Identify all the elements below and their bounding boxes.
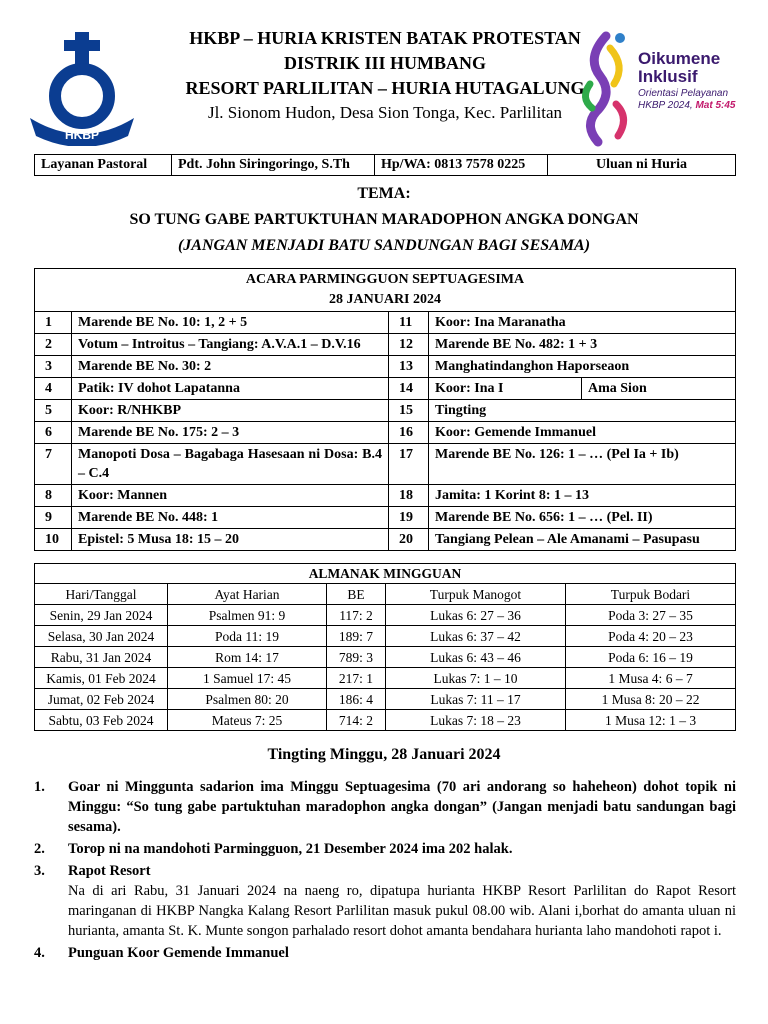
- item-number: 1: [35, 312, 72, 334]
- table-cell: Selasa, 30 Jan 2024: [35, 626, 168, 647]
- table-row: [35, 710, 736, 731]
- table-cell: 1 Samuel 17: 45: [168, 668, 327, 689]
- table-cell: 1 Musa 4: 6 – 7: [566, 668, 736, 689]
- almanak-table: [34, 563, 736, 731]
- table-row: [35, 378, 736, 400]
- letterhead: [0, 0, 768, 152]
- table-cell: 789: 3: [327, 647, 386, 668]
- item-number: 14: [389, 378, 429, 400]
- table-cell: Poda 3: 27 – 35: [566, 605, 736, 626]
- item-text: Marende BE No. 30: 2: [72, 356, 389, 378]
- liturgy-title: ACARA PARMINGGUON SEPTUAGESIMA: [245, 272, 525, 287]
- list-item: [34, 943, 736, 963]
- item-number: 17: [389, 444, 429, 485]
- item-number: 5: [35, 400, 72, 422]
- table-header-row: [35, 584, 736, 605]
- district-name: DISTRIK III HUMBANG: [283, 53, 487, 73]
- table-cell: Lukas 7: 1 – 10: [386, 668, 566, 689]
- item-number: 16: [389, 422, 429, 444]
- item-text: Marende BE No. 10: 1, 2 + 5: [72, 312, 389, 334]
- column-header: Turpuk Bodari: [566, 584, 736, 605]
- item-number: 13: [389, 356, 429, 378]
- announcements-title: Tingting Minggu, 28 Januari 2024: [267, 746, 501, 763]
- table-cell: Sabtu, 03 Feb 2024: [35, 710, 168, 731]
- table-cell: Lukas 7: 11 – 17: [386, 689, 566, 710]
- item-number: 20: [389, 529, 429, 551]
- oikumene-title2: Inklusif: [638, 67, 698, 86]
- table-cell: 189: 7: [327, 626, 386, 647]
- liturgy-date: 28 JANUARI 2024: [329, 292, 441, 307]
- item-text: Marende BE No. 126: 1 – … (Pel Ia + Ib): [429, 444, 736, 485]
- column-header: Ayat Harian: [168, 584, 327, 605]
- theme-block: [0, 181, 768, 259]
- table-cell: Lukas 7: 18 – 23: [386, 710, 566, 731]
- resort-name: RESORT PARLILITAN – HURIA HUTAGALUNG: [185, 78, 585, 98]
- item-text: Manopoti Dosa – Bagabaga Hasesaan ni Dosa: B.4 – C.4: [72, 444, 389, 485]
- table-cell: Poda 11: 19: [168, 626, 327, 647]
- table-cell: Senin, 29 Jan 2024: [35, 605, 168, 626]
- pastoral-info-table: [34, 154, 736, 176]
- item-text: Marende BE No. 448: 1: [72, 507, 389, 529]
- list-item: [34, 839, 736, 859]
- table-cell: 186: 4: [327, 689, 386, 710]
- oikumene-sub1: Orientasi Pelayanan: [638, 88, 729, 99]
- table-row: [35, 605, 736, 626]
- item-number: 3.: [34, 863, 45, 879]
- item-text: Jamita: 1 Korint 8: 1 – 13: [429, 485, 736, 507]
- item-text: Ama Sion: [582, 378, 736, 400]
- table-row: [35, 668, 736, 689]
- column-header: BE: [327, 584, 386, 605]
- oikumene-verse: Mat 5:45: [695, 100, 736, 111]
- item-text: Manghatindanghon Haporseaon: [429, 356, 736, 378]
- info-phone: Hp/WA: 0813 7578 0225: [375, 155, 548, 176]
- table-cell: 117: 2: [327, 605, 386, 626]
- item-number: 4: [35, 378, 72, 400]
- table-row: [35, 334, 736, 356]
- item-number: 12: [389, 334, 429, 356]
- item-text: Tangiang Pelean – Ale Amanami – Pasupasu: [429, 529, 736, 551]
- item-text: Koor: Mannen: [72, 485, 389, 507]
- item-number: 11: [389, 312, 429, 334]
- theme-label: TEMA:: [357, 185, 411, 202]
- item-number: 1.: [34, 779, 45, 795]
- announcements-list: [34, 777, 736, 965]
- item-number: 4.: [34, 945, 45, 961]
- table-cell: Poda 6: 16 – 19: [566, 647, 736, 668]
- theme-subtitle: (JANGAN MENJADI BATU SANDUNGAN BAGI SESAMA): [177, 237, 591, 254]
- table-cell: Lukas 6: 43 – 46: [386, 647, 566, 668]
- almanak-title: ALMANAK MINGGUAN: [35, 564, 736, 584]
- column-header: Turpuk Manogot: [386, 584, 566, 605]
- item-text: Marende BE No. 175: 2 – 3: [72, 422, 389, 444]
- info-service: Layanan Pastoral: [35, 155, 172, 176]
- liturgy-table: [34, 268, 736, 551]
- item-number: 9: [35, 507, 72, 529]
- table-row: [35, 529, 736, 551]
- table-row: [35, 485, 736, 507]
- oikumene-inklusif-logo: [576, 28, 756, 148]
- item-number: 2.: [34, 841, 45, 857]
- item-number: 7: [35, 444, 72, 485]
- table-cell: 217: 1: [327, 668, 386, 689]
- table-row: [35, 507, 736, 529]
- table-row: [35, 444, 736, 485]
- table-row: [35, 312, 736, 334]
- item-text: Marende BE No. 482: 1 + 3: [429, 334, 736, 356]
- table-row: [35, 647, 736, 668]
- oikumene-figure-icon: [576, 28, 636, 148]
- table-cell: Mateus 7: 25: [168, 710, 327, 731]
- org-name: HKBP – HURIA KRISTEN BATAK PROTESTAN: [189, 28, 581, 48]
- item-text: Epistel: 5 Musa 18: 15 – 20: [72, 529, 389, 551]
- item-text: Tingting: [429, 400, 736, 422]
- table-cell: Psalmen 91: 9: [168, 605, 327, 626]
- item-number: 6: [35, 422, 72, 444]
- table-row: [35, 422, 736, 444]
- item-number: 19: [389, 507, 429, 529]
- table-cell: Poda 4: 20 – 23: [566, 626, 736, 647]
- item-text: Koor: Ina Maranatha: [429, 312, 736, 334]
- item-number: 2: [35, 334, 72, 356]
- address: Jl. Sionom Hudon, Desa Sion Tonga, Kec. Parlilitan: [207, 103, 563, 122]
- item-heading: Punguan Koor Gemende Immanuel: [68, 945, 289, 961]
- table-cell: Psalmen 80: 20: [168, 689, 327, 710]
- item-number: 15: [389, 400, 429, 422]
- column-header: Hari/Tanggal: [35, 584, 168, 605]
- item-heading: Goar ni Minggunta sadarion ima Minggu Septuagesima (70 ari andorang so haheheon) dohot topik ni Minggu: “So tung gabe partuktuhan maradophon angka dongan” (Jangan menjadi batu sandungan bagi sesama).: [68, 779, 736, 835]
- item-text: Koor: R/NHKBP: [72, 400, 389, 422]
- table-cell: Lukas 6: 37 – 42: [386, 626, 566, 647]
- item-number: 10: [35, 529, 72, 551]
- item-number: 3: [35, 356, 72, 378]
- info-role: Uluan ni Huria: [548, 155, 736, 176]
- info-pastor: Pdt. John Siringoringo, S.Th: [172, 155, 375, 176]
- table-cell: Jumat, 02 Feb 2024: [35, 689, 168, 710]
- table-cell: 1 Musa 8: 20 – 22: [566, 689, 736, 710]
- oikumene-title1: Oikumene: [638, 49, 721, 68]
- theme-title: SO TUNG GABE PARTUKTUHAN MARADOPHON ANGKA DONGAN: [129, 211, 639, 228]
- item-heading: Rapot Resort: [68, 863, 151, 879]
- table-cell: Rom 14: 17: [168, 647, 327, 668]
- item-text: Patik: IV dohot Lapatanna: [72, 378, 389, 400]
- item-body: Na di ari Rabu, 31 Januari 2024 na naeng ro, dipatupa hurianta HKBP Resort Parlilitan do Rapot Resort maringanan di HKBP Nangka Kalang Resort Parlilitan masuk pukul 08.00 wib. Alani i,borhat do amanta uluan ni hurianta, amanta St. K. Munte songon parhalado resort dohot amanta bendahara hurianta laho mandohoti rapot i.: [68, 883, 736, 939]
- table-cell: Rabu, 31 Jan 2024: [35, 647, 168, 668]
- item-text: Marende BE No. 656: 1 – … (Pel. II): [429, 507, 736, 529]
- table-row: [35, 689, 736, 710]
- hkbp-logo: [24, 30, 140, 146]
- table-row: [35, 626, 736, 647]
- table-cell: 714: 2: [327, 710, 386, 731]
- item-heading: Torop ni na mandohoti Parmingguon, 21 Desember 2024 ima 202 halak.: [68, 841, 513, 857]
- table-row: [35, 400, 736, 422]
- list-item: [34, 861, 736, 941]
- item-text: Koor: Ina I: [429, 378, 582, 400]
- table-cell: Kamis, 01 Feb 2024: [35, 668, 168, 689]
- oikumene-sub2: HKBP 2024,: [638, 100, 693, 111]
- item-text: Votum – Introitus – Tangiang: A.V.A.1 – D.V.16: [72, 334, 389, 356]
- item-number: 18: [389, 485, 429, 507]
- table-row: [35, 356, 736, 378]
- item-text: Koor: Gemende Immanuel: [429, 422, 736, 444]
- table-cell: 1 Musa 12: 1 – 3: [566, 710, 736, 731]
- item-number: 8: [35, 485, 72, 507]
- list-item: [34, 777, 736, 837]
- logo-text: HKBP: [64, 128, 100, 142]
- table-cell: Lukas 6: 27 – 36: [386, 605, 566, 626]
